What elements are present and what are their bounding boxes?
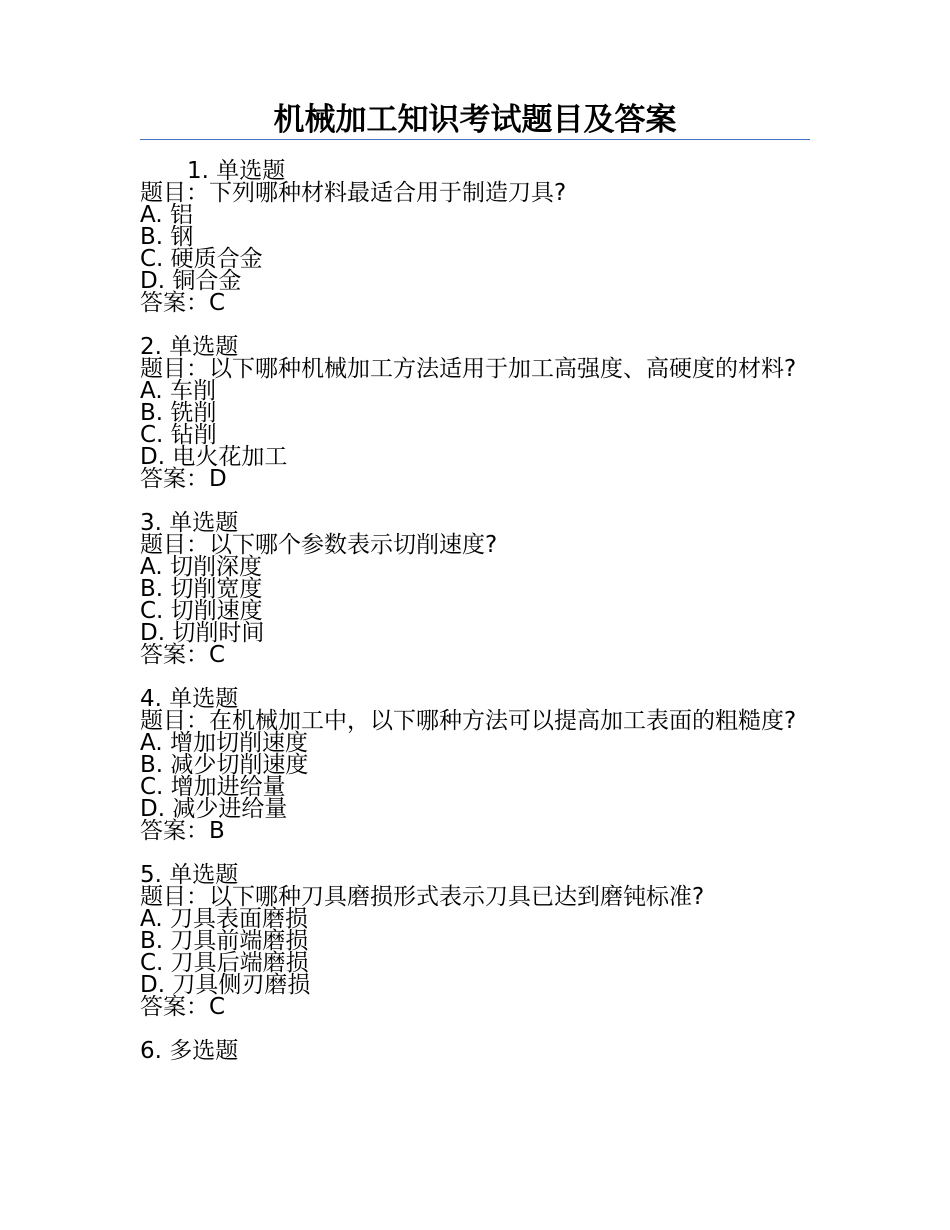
question-option: D. 刀具侧刃磨损 <box>140 972 311 998</box>
question-heading: 2. 单选题 <box>140 334 239 360</box>
question-answer: 答案：B <box>140 818 225 844</box>
question-option: D. 切削时间 <box>140 620 265 646</box>
question-list <box>140 160 812 1084</box>
question-option: A. 刀具表面磨损 <box>140 906 308 932</box>
question-option: D. 减少进给量 <box>140 796 288 822</box>
question-option: C. 切削速度 <box>140 598 263 624</box>
question-answer: 答案：D <box>140 466 227 492</box>
question-option: D. 电火花加工 <box>140 444 288 470</box>
question-1 <box>140 160 812 314</box>
question-option: C. 钻削 <box>140 422 217 448</box>
question-4 <box>140 688 812 842</box>
question-prompt: 题目：以下哪个参数表示切削速度? <box>140 532 498 558</box>
question-prompt: 题目：下列哪种材料最适合用于制造刀具? <box>140 180 567 206</box>
question-option: A. 车削 <box>140 378 216 404</box>
question-6 <box>140 1040 812 1062</box>
question-prompt: 题目：以下哪种机械加工方法适用于加工高强度、高硬度的材料? <box>140 356 797 382</box>
question-option: B. 切削宽度 <box>140 576 263 602</box>
question-option: B. 减少切削速度 <box>140 752 309 778</box>
question-option: D. 铜合金 <box>140 268 242 294</box>
title-underline <box>140 139 810 140</box>
question-option: A. 铝 <box>140 202 193 228</box>
question-heading: 3. 单选题 <box>140 510 239 536</box>
question-prompt: 题目：以下哪种刀具磨损形式表示刀具已达到磨钝标准? <box>140 884 705 910</box>
question-option: B. 钢 <box>140 224 194 250</box>
document-title: 机械加工知识考试题目及答案 <box>273 102 677 138</box>
question-heading: 1. 单选题 <box>187 158 286 184</box>
question-heading: 5. 单选题 <box>140 862 239 888</box>
question-option: C. 刀具后端磨损 <box>140 950 309 976</box>
question-heading: 4. 单选题 <box>140 686 239 712</box>
question-heading: 6. 多选题 <box>140 1038 239 1064</box>
question-option: C. 硬质合金 <box>140 246 263 272</box>
question-option: A. 切削深度 <box>140 554 262 580</box>
question-option: A. 增加切削速度 <box>140 730 308 756</box>
question-5 <box>140 864 812 1018</box>
question-option: C. 增加进给量 <box>140 774 286 800</box>
question-2 <box>140 336 812 490</box>
question-answer: 答案：C <box>140 994 226 1020</box>
question-answer: 答案：C <box>140 642 226 668</box>
question-3 <box>140 512 812 666</box>
question-option: B. 铣削 <box>140 400 217 426</box>
question-answer: 答案：C <box>140 290 226 316</box>
question-option: B. 刀具前端磨损 <box>140 928 309 954</box>
question-prompt: 题目：在机械加工中，以下哪种方法可以提高加工表面的粗糙度? <box>140 708 797 734</box>
